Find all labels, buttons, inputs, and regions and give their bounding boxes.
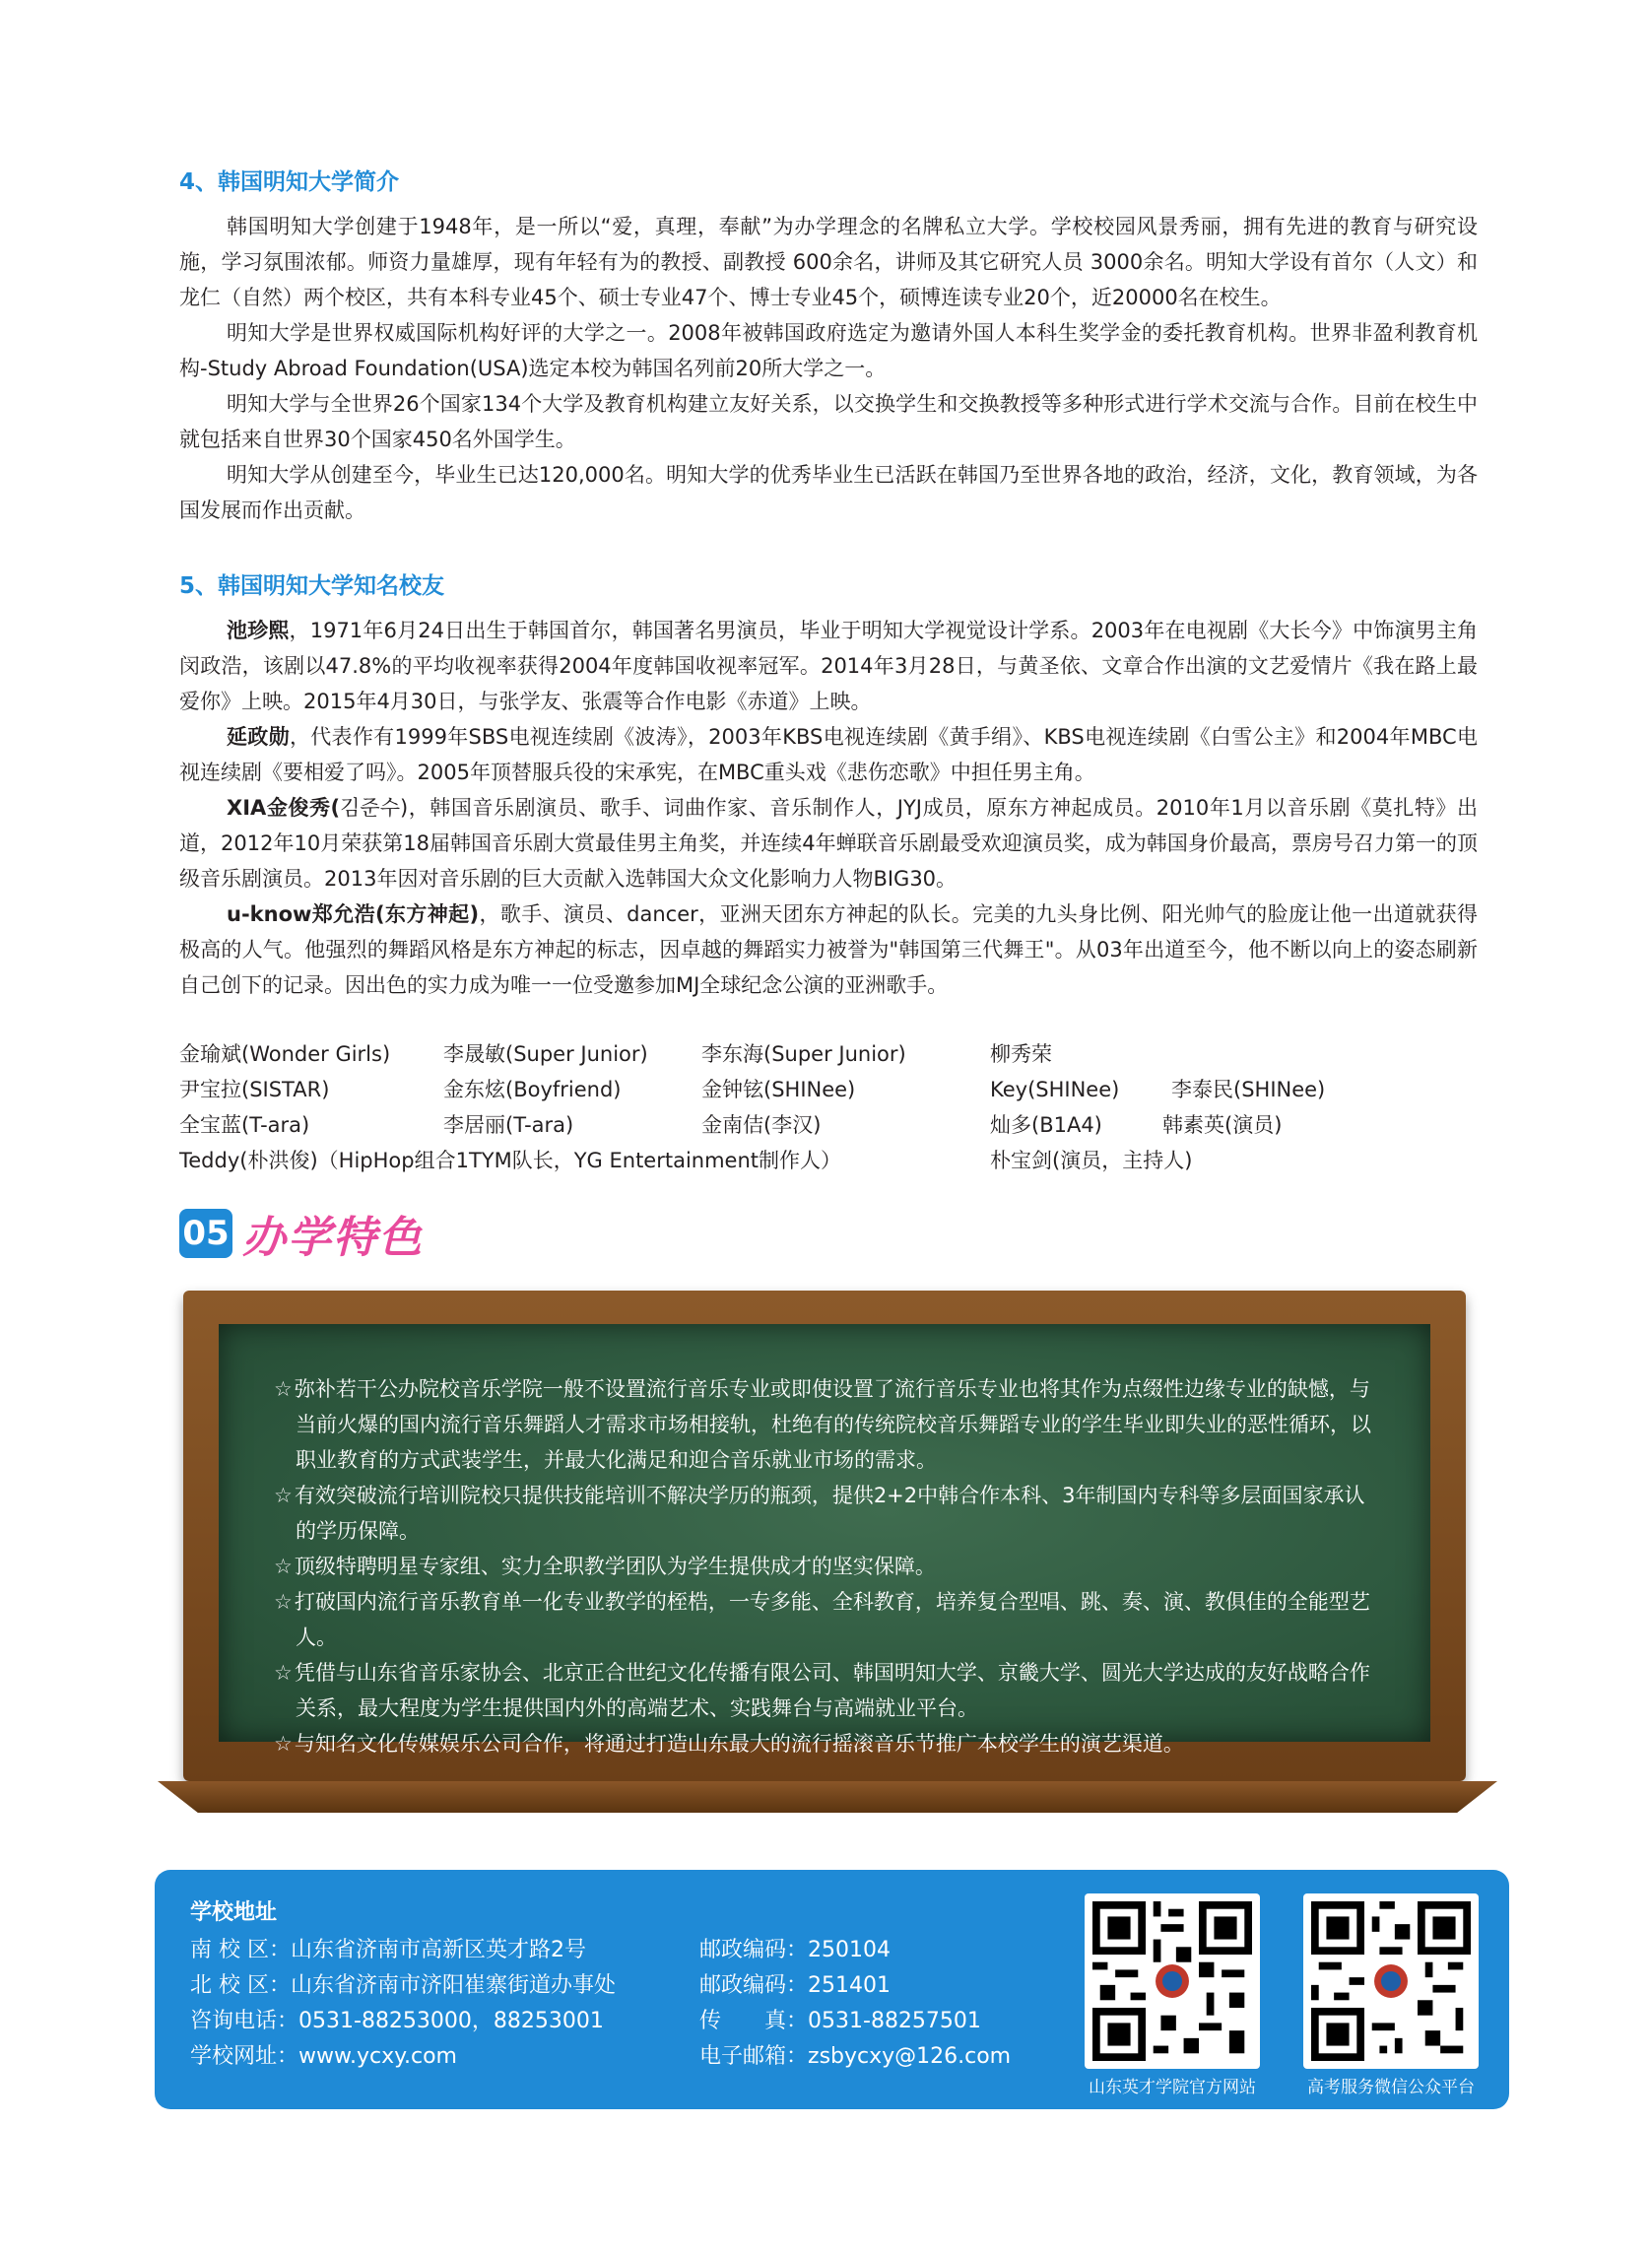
section-banner xyxy=(179,1204,424,1263)
contact-row xyxy=(190,1968,616,2004)
footer-title: 学校地址 xyxy=(190,1900,278,1925)
qr-code-website xyxy=(1085,1893,1260,2097)
contact-label: 南 校 区： xyxy=(190,1938,291,1962)
alumni-bio-text: ，1971年6月24日出生于韩国首尔，韩国著名男演员，毕业于明知大学视觉设计学系。2003年在电视剧《大长今》中饰演男主角闵政浩，该剧以47.8%的平均收视率获得2004年度韩国收视率冠军。2014年3月28日，与黄圣依、文章合作出演的文艺爱情片《我在路上最爱你》上映。2015年4月30日，与张学友、张震等合作电影《赤道》上映。 xyxy=(179,619,1479,713)
chalkboard-ledge xyxy=(158,1781,1497,1813)
alumni-row xyxy=(179,1107,1478,1143)
contact-row xyxy=(699,1933,891,1968)
qr-caption: 高考服务微信公众平台 xyxy=(1307,2078,1475,2097)
alumni-bio xyxy=(179,613,1478,719)
contact-label: 邮政编码： xyxy=(699,1938,809,1962)
contact-footer xyxy=(155,1870,1509,2109)
alumni-row xyxy=(179,1036,1478,1072)
section-4-paragraph: 明知大学是世界权威国际机构好评的大学之一。2008年被韩国政府选定为邀请外国人本科生奖学金的委托教育机构。世界非盈利教育机构-Study Abroad Foundation(USA)选定本校为韩国名列前20所大学之一。 xyxy=(179,321,1478,380)
section-4-paragraph: 明知大学从创建至今，毕业生已达120,000名。明知大学的优秀毕业生已活跃在韩国乃至世界各地的政治，经济，文化，教育领域，为各国发展而作出贡献。 xyxy=(179,463,1478,522)
alumni-bio xyxy=(179,719,1478,790)
main-content xyxy=(179,166,1478,1178)
contact-row xyxy=(699,2004,981,2039)
banner-title: 办学特色 xyxy=(242,1213,424,1263)
section-4-paragraph: 韩国明知大学创建于1948年，是一所以“爱，真理，奉献”为办学理念的名牌私立大学。学校校园风景秀丽，拥有先进的教育与研究设施，学习氛围浓郁。师资力量雄厚，现有年轻有为的教授、副教授 600余名，讲师及其它研究人员 3000余名。明知大学设有首尔（人文）和龙仁（自然）两个校区，共有本科专业45个、硕士专业47个、博士专业45个，硕博连读专业20个，近20000名在校生。 xyxy=(179,215,1478,309)
alumni-bio-text: ，代表作有1999年SBS电视连续剧《波涛》，2003年KBS电视连续剧《黄手绢》、KBS电视连续剧《白雪公主》和2004年MBC电视连续剧《要相爱了吗》。2005年顶替服兵役的宋承宪，在MBC重头戏《悲伤恋歌》中担任男主角。 xyxy=(179,725,1478,784)
alumni-list xyxy=(179,1036,1478,1178)
chalkboard xyxy=(219,1324,1430,1756)
feature-item: ☆ 打破国内流行音乐教育单一化专业教学的桎梏，一专多能、全科教育，培养复合型唱、跳、奏、演、教俱佳的全能型艺人。 xyxy=(274,1584,1379,1655)
alumni-entry: 李居丽(T-ara) xyxy=(443,1113,574,1137)
alumni-name: 延政勋 xyxy=(227,725,290,749)
qr-code-wechat xyxy=(1303,1893,1479,2097)
alumni-row xyxy=(179,1143,1478,1178)
alumni-entry: Key(SHINee) xyxy=(990,1078,1120,1101)
alumni-entry: 柳秀荣 xyxy=(990,1042,1052,1066)
alumni-entry: 李东海(Super Junior) xyxy=(701,1042,906,1066)
alumni-bio xyxy=(179,896,1478,1003)
contact-row xyxy=(699,1968,891,2004)
alumni-entry: Teddy(朴洪俊)（HipHop组合1TYM队长，YG Entertainment制作人） xyxy=(179,1149,842,1172)
feature-item: ☆ 弥补若干公办院校音乐学院一般不设置流行音乐专业或即使设置了流行音乐专业也将其作为点缀性边缘专业的缺憾，与当前火爆的国内流行音乐舞蹈人才需求市场相接轨，杜绝有的传统院校音乐舞蹈专业的学生毕业即失业的恶性循环，以职业教育的方式武装学生，并最大化满足和迎合音乐就业市场的需求。 xyxy=(274,1371,1379,1478)
alumni-entry: 全宝蓝(T-ara) xyxy=(179,1113,310,1137)
banner-number: 05 xyxy=(179,1209,232,1258)
alumni-entry: 灿多(B1A4) xyxy=(990,1113,1102,1137)
section-4-heading: 4、韩国明知大学简介 xyxy=(179,169,400,195)
contact-row xyxy=(190,2004,604,2039)
alumni-entry: 韩素英(演员) xyxy=(1162,1113,1283,1137)
qr-code-icon xyxy=(1085,1893,1260,2069)
chalkboard-frame xyxy=(183,1291,1466,1781)
feature-list xyxy=(274,1371,1379,1761)
alumni-name: 池珍熙 xyxy=(227,619,290,642)
website-link[interactable]: www.ycxy.com xyxy=(298,2044,457,2069)
alumni-bio-text: 김준수)，韩国音乐剧演员、歌手、词曲作家、音乐制作人，JYJ成员，原东方神起成员。2010年1月以音乐剧《莫扎特》出道，2012年10月荣获第18届韩国音乐剧大赏最佳男主角奖，并连续4年蝉联音乐剧最受欢迎演员奖，成为韩国身价最高，票房号召力第一的顶级音乐剧演员。2013年因对音乐剧的巨大贡献入选韩国大众文化影响力人物BIG30。 xyxy=(179,796,1478,891)
contact-row xyxy=(699,2039,1011,2075)
contact-row xyxy=(190,1933,586,1968)
contact-value: 山东省济南市高新区英才路2号 xyxy=(291,1938,586,1962)
alumni-entry: 朴宝剑(演员，主持人) xyxy=(990,1149,1193,1172)
contact-label: 邮政编码： xyxy=(699,1973,809,1998)
alumni-bio-text: ，歌手、演员、dancer，亚洲天团东方神起的队长。完美的九头身比例、阳光帅气的脸庞让他一出道就获得极高的人气。他强烈的舞蹈风格是东方神起的标志，因卓越的舞蹈实力被誉为"韩国第三代舞王"。从03年出道至今，他不断以向上的姿态刷新自己创下的记录。因出色的实力成为唯一一位受邀参加MJ全球纪念公演的亚洲歌手。 xyxy=(179,902,1478,997)
alumni-name: XIA金俊秀( xyxy=(227,796,341,820)
email-link[interactable]: zsbycxy@126.com xyxy=(808,2044,1012,2069)
alumni-bio xyxy=(179,790,1478,896)
section-4-paragraph: 明知大学与全世界26个国家134个大学及教育机构建立友好关系，以交换学生和交换教授等多种形式进行学术交流与合作。目前在校生中就包括来自世界30个国家450名外国学生。 xyxy=(179,392,1478,451)
alumni-entry: 金南佶(李汉) xyxy=(701,1113,822,1137)
section-5-heading: 5、韩国明知大学知名校友 xyxy=(179,573,445,599)
contact-row xyxy=(190,2039,457,2075)
contact-value: 0531-88253000，88253001 xyxy=(298,2009,604,2033)
alumni-entry: 尹宝拉(SISTAR) xyxy=(179,1078,330,1101)
contact-label: 传 真： xyxy=(699,2009,809,2033)
qr-code-icon xyxy=(1303,1893,1479,2069)
feature-item: ☆ 有效突破流行培训院校只提供技能培训不解决学历的瓶颈，提供2+2中韩合作本科、3年制国内专科等多层面国家承认的学历保障。 xyxy=(274,1478,1379,1549)
qr-caption: 山东英才学院官方网站 xyxy=(1089,2078,1256,2097)
contact-label: 咨询电话： xyxy=(190,2009,299,2033)
alumni-entry: 金瑜斌(Wonder Girls) xyxy=(179,1042,391,1066)
alumni-name: u-know郑允浩(东方神起) xyxy=(227,902,480,926)
alumni-entry: 李晟敏(Super Junior) xyxy=(443,1042,648,1066)
feature-item: ☆ 与知名文化传媒娱乐公司合作，将通过打造山东最大的流行摇滚音乐节推广本校学生的演艺渠道。 xyxy=(274,1726,1379,1761)
alumni-entry: 李泰民(SHINee) xyxy=(1171,1078,1326,1101)
alumni-row xyxy=(179,1072,1478,1107)
contact-label: 北 校 区： xyxy=(190,1973,291,1998)
alumni-entry: 金东炫(Boyfriend) xyxy=(443,1078,622,1101)
contact-value: 251401 xyxy=(808,1973,891,1998)
contact-value: 250104 xyxy=(808,1938,891,1962)
feature-item: ☆ 顶级特聘明星专家组、实力全职教学团队为学生提供成才的坚实保障。 xyxy=(274,1549,1379,1584)
contact-value: 山东省济南市济阳崔寨街道办事处 xyxy=(291,1973,617,1998)
contact-label: 学校网址： xyxy=(190,2044,299,2069)
contact-label: 电子邮箱： xyxy=(699,2044,809,2069)
alumni-entry: 金钟铉(SHINee) xyxy=(701,1078,856,1101)
contact-value: 0531-88257501 xyxy=(808,2009,981,2033)
feature-item: ☆ 凭借与山东省音乐家协会、北京正合世纪文化传播有限公司、韩国明知大学、京畿大学、圆光大学达成的友好战略合作关系，最大程度为学生提供国内外的高端艺术、实践舞台与高端就业平台。 xyxy=(274,1655,1379,1726)
